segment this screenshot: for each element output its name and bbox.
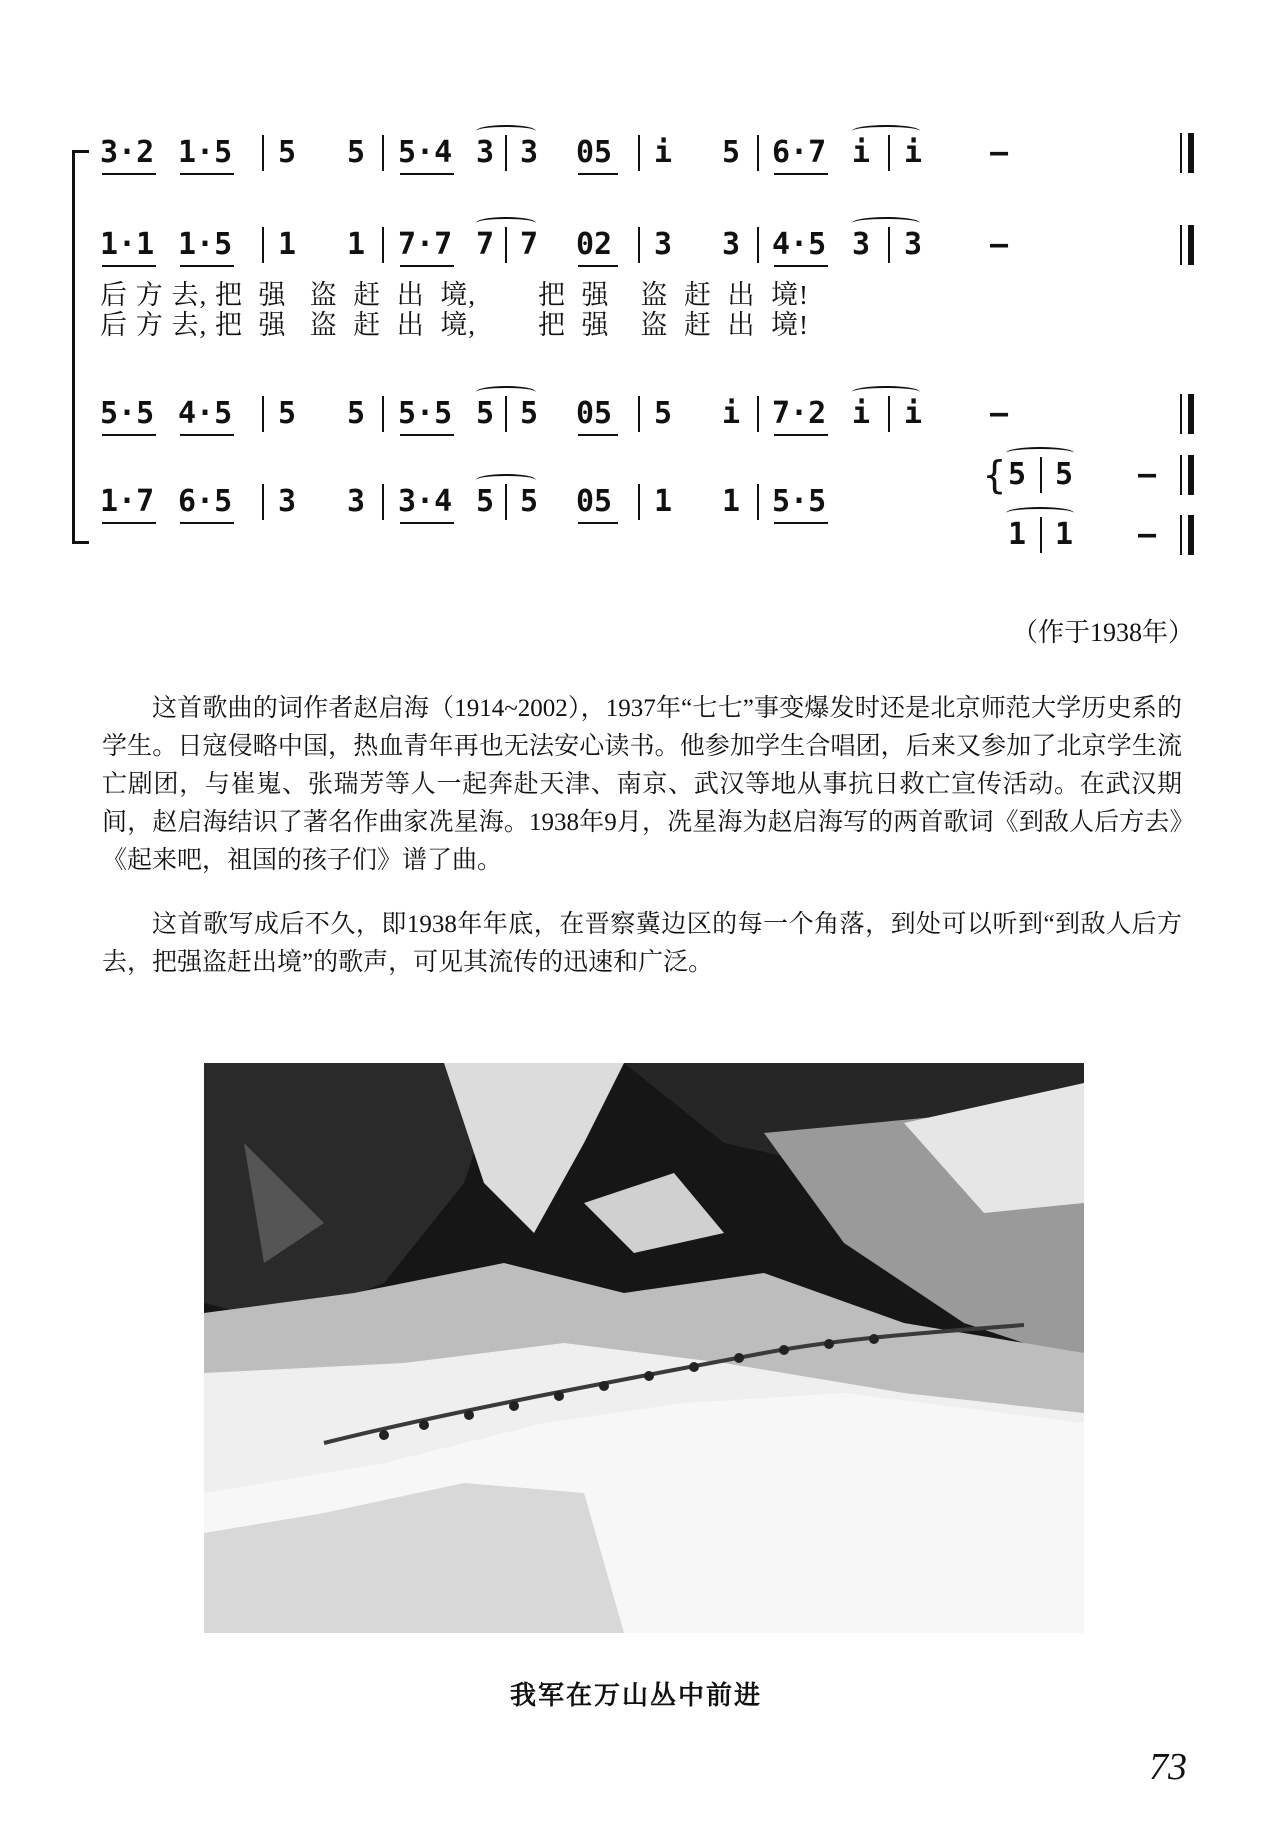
- barline: [382, 135, 384, 171]
- note: 5: [722, 135, 741, 170]
- note: 3: [476, 135, 495, 170]
- tie-slur: [852, 217, 920, 229]
- note: 1·5: [178, 135, 233, 170]
- note: –: [990, 227, 1009, 262]
- note: 5·5: [772, 484, 827, 519]
- lyric-line-1: 后 方 去, 把 强 盗 赶 出 境, 把 强 盗 赶 出 境!: [100, 280, 809, 310]
- note: 05: [576, 484, 613, 519]
- tie-slur: [476, 217, 536, 229]
- underline: [102, 434, 156, 436]
- barline: [638, 484, 640, 520]
- note: 7·7: [398, 227, 453, 262]
- underline: [102, 265, 156, 267]
- note: –: [990, 396, 1009, 431]
- note: i: [904, 135, 923, 170]
- note: 1: [1055, 517, 1074, 552]
- tie-slur: [1006, 447, 1074, 459]
- underline: [102, 173, 156, 175]
- note: 7: [520, 227, 539, 262]
- note: 5: [476, 396, 495, 431]
- barline: [888, 227, 890, 263]
- note: 5·4: [398, 135, 453, 170]
- underline: [774, 522, 828, 524]
- underline: [774, 173, 828, 175]
- note: 5: [278, 396, 297, 431]
- barline: [382, 396, 384, 432]
- note: i: [654, 135, 673, 170]
- barline: [382, 227, 384, 263]
- note: 05: [576, 396, 613, 431]
- paragraph-1: 这首歌曲的词作者赵启海（1914~2002），1937年“七七”事变爆发时还是北京师范大学历史系的学生。日寇侵略中国，热血青年再也无法安心读书。他参加学生合唱团，后来又参加了北京学生流亡剧团，与崔嵬、张瑞芳等人一起奔赴天津、南京、武汉等地从事抗日救亡宣传活动。在武汉期间，赵启海结识了著名作曲家冼星海。1938年9月，冼星海为赵启海写的两首歌词《到敌人后方去》《起来吧，祖国的孩子们》谱了曲。: [102, 695, 1182, 874]
- note: –: [990, 135, 1009, 170]
- system-brace: [72, 150, 89, 544]
- barline: [1040, 517, 1042, 553]
- note: –: [1138, 457, 1157, 492]
- note: 1·7: [100, 484, 155, 519]
- underline: [400, 265, 454, 267]
- tie-slur: [476, 125, 536, 137]
- tie-slur: [476, 474, 536, 486]
- note: i: [722, 396, 741, 431]
- note: 3·4: [398, 484, 453, 519]
- note: 5: [520, 396, 539, 431]
- barline: [505, 396, 507, 432]
- mountain-march-photo: [204, 1063, 1084, 1633]
- underline: [180, 173, 234, 175]
- underline: [578, 173, 618, 175]
- barline: [638, 396, 640, 432]
- note: 3: [347, 484, 366, 519]
- note: 5: [278, 135, 297, 170]
- note: 6·5: [178, 484, 233, 519]
- tie-slur: [852, 125, 920, 137]
- page-number: 73: [1149, 1746, 1187, 1788]
- tie-slur: [476, 386, 536, 398]
- note: 7·2: [772, 396, 827, 431]
- paragraph-2: 这首歌写成后不久，即1938年年底，在晋察冀边区的每一个角落，到处可以听到“到敌人后方去，把强盗赶出境”的歌声，可见其流传的迅速和广泛。: [102, 911, 1182, 976]
- note: 1: [1008, 517, 1027, 552]
- note: 3: [278, 484, 297, 519]
- note: –: [1138, 517, 1157, 552]
- note: 1: [278, 227, 297, 262]
- note: i: [852, 135, 871, 170]
- underline: [774, 265, 828, 267]
- note: i: [904, 396, 923, 431]
- barline: [1040, 457, 1042, 493]
- note: 5: [654, 396, 673, 431]
- note: 3: [904, 227, 923, 262]
- note: 5·5: [398, 396, 453, 431]
- note: 1: [722, 484, 741, 519]
- underline: [180, 265, 234, 267]
- barline: [505, 484, 507, 520]
- note: 5: [476, 484, 495, 519]
- barline: [757, 135, 759, 171]
- note: 1: [654, 484, 673, 519]
- note: 5: [1055, 457, 1074, 492]
- barline: [505, 227, 507, 263]
- underline: [774, 434, 828, 436]
- underline: [578, 434, 618, 436]
- note: 3·2: [100, 135, 155, 170]
- barline: [262, 484, 264, 520]
- underline: [400, 173, 454, 175]
- note: 5: [347, 135, 366, 170]
- note: 1·1: [100, 227, 155, 262]
- barline: [757, 396, 759, 432]
- note: i: [852, 396, 871, 431]
- photo-caption: 我军在万山丛中前进: [509, 1681, 762, 1711]
- barline: [888, 135, 890, 171]
- underline: [400, 522, 454, 524]
- barline: [888, 396, 890, 432]
- note: 1·5: [178, 227, 233, 262]
- barline: [757, 227, 759, 263]
- note: 7: [476, 227, 495, 262]
- underline: [578, 522, 618, 524]
- underline: [180, 434, 234, 436]
- note: 1: [347, 227, 366, 262]
- barline: [638, 135, 640, 171]
- barline: [505, 135, 507, 171]
- underline: [180, 522, 234, 524]
- note: 02: [576, 227, 613, 262]
- photo-illustration: [204, 1063, 1084, 1633]
- note: 5·5: [100, 396, 155, 431]
- note: 6·7: [772, 135, 827, 170]
- note: 5: [520, 484, 539, 519]
- note: 5: [1008, 457, 1027, 492]
- composition-date: （作于1938年）: [1011, 618, 1194, 647]
- note: 3: [722, 227, 741, 262]
- note: 4·5: [178, 396, 233, 431]
- note: {: [983, 453, 1006, 497]
- barline: [262, 227, 264, 263]
- underline: [578, 265, 618, 267]
- tie-slur: [852, 386, 920, 398]
- barline: [262, 396, 264, 432]
- note: 05: [576, 135, 613, 170]
- lyric-line-2: 后 方 去, 把 强 盗 赶 出 境, 把 强 盗 赶 出 境!: [100, 310, 809, 340]
- note: 3: [520, 135, 539, 170]
- note: 3: [852, 227, 871, 262]
- tie-slur: [1006, 507, 1074, 519]
- barline: [382, 484, 384, 520]
- underline: [400, 434, 454, 436]
- barline: [757, 484, 759, 520]
- barline: [638, 227, 640, 263]
- underline: [102, 522, 156, 524]
- note: 4·5: [772, 227, 827, 262]
- barline: [262, 135, 264, 171]
- note: 5: [347, 396, 366, 431]
- note: 3: [654, 227, 673, 262]
